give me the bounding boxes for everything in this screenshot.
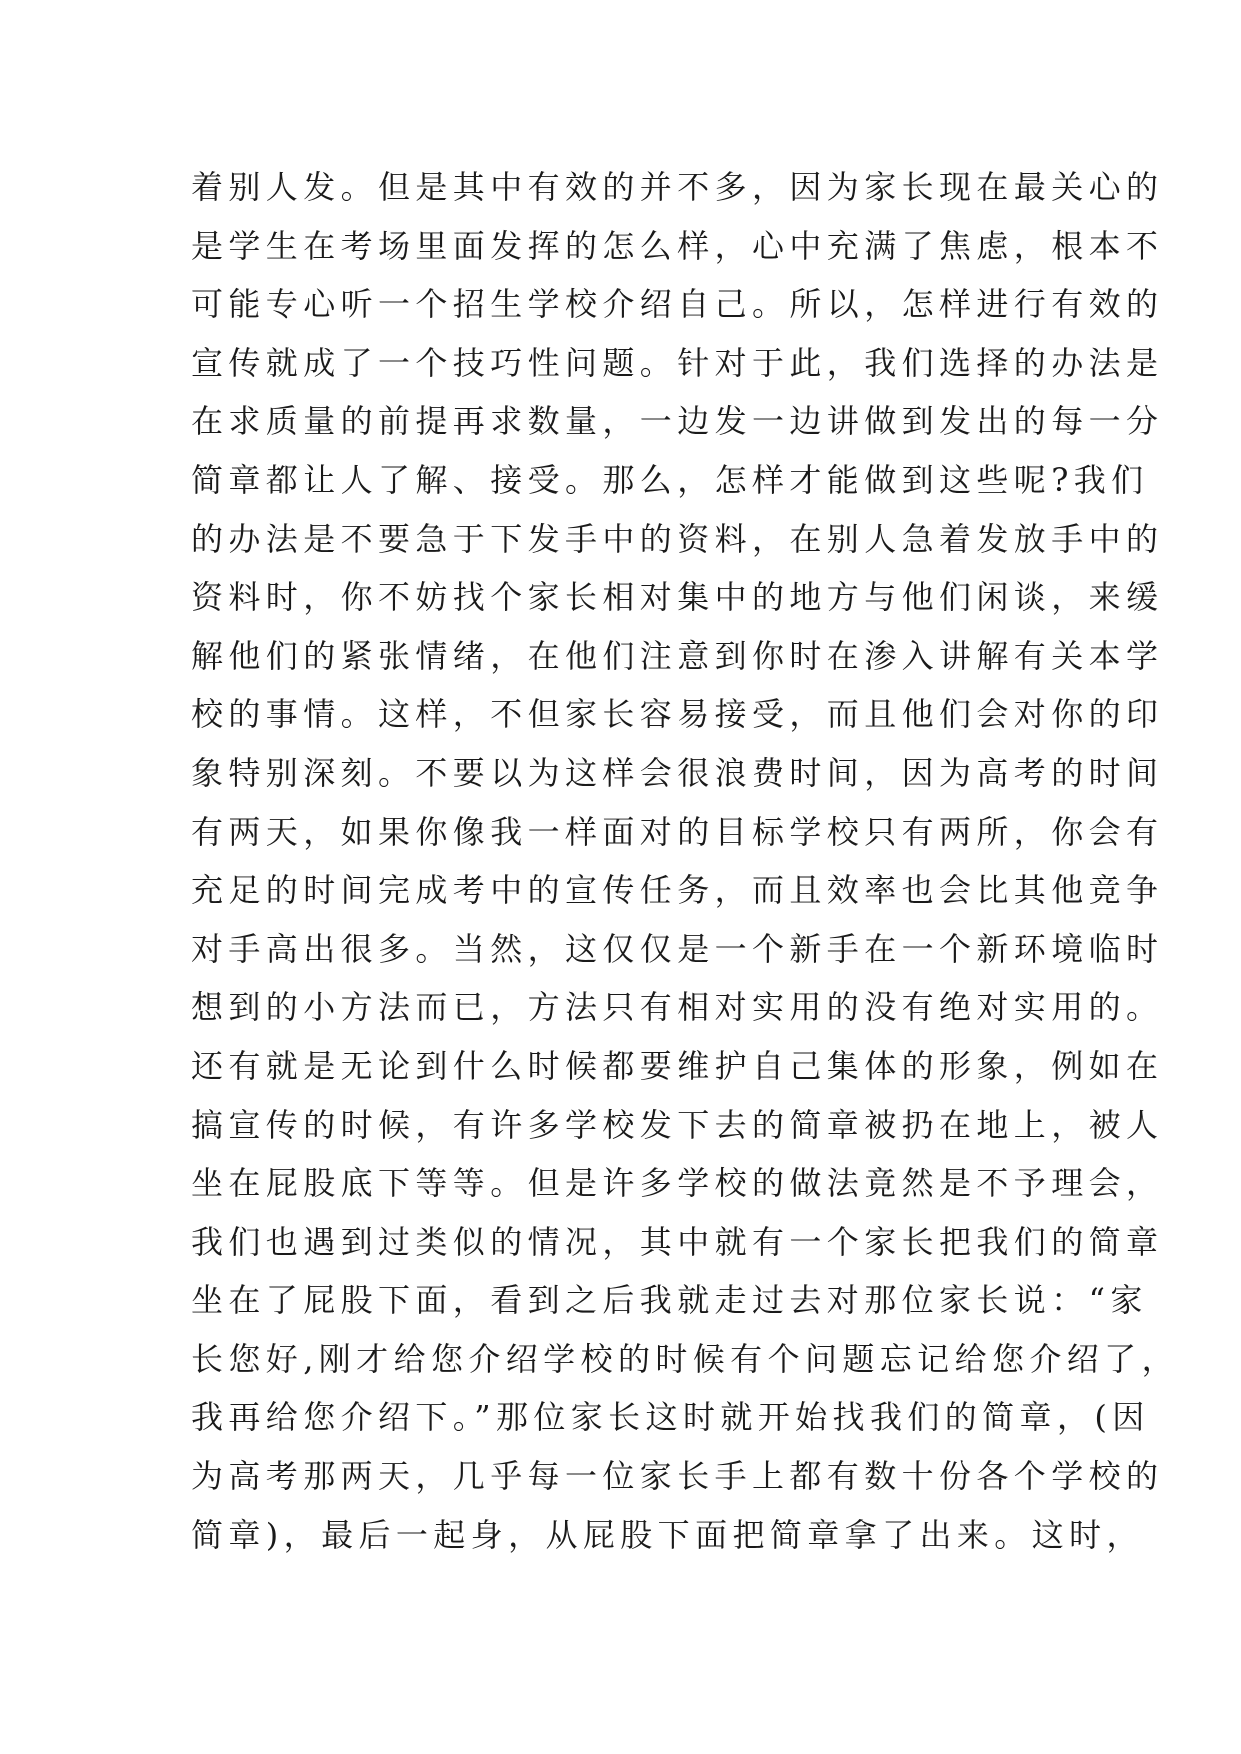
body-text	[191, 158, 1179, 1564]
text-line: 可能专心听一个招生学校介绍自己。所以，怎样进行有效的	[191, 285, 1164, 324]
text-line: 我们也遇到过类似的情况，其中就有一个家长把我们的简章	[191, 1222, 1164, 1261]
text-line: 的办法是不要急于下发手中的资料，在别人急着发放手中的	[191, 519, 1164, 558]
text-line: 着别人发。但是其中有效的并不多，因为家长现在最关心的	[191, 168, 1164, 206]
text-line: 长您好,刚才给您介绍学校的时候有个问题忘记给您介绍了，	[191, 1339, 1179, 1378]
text-line: 在求质量的前提再求数量，一边发一边讲做到发出的每一分	[191, 402, 1164, 441]
text-line: 对手高出很多。当然，这仅仅是一个新手在一个新环境临时	[191, 929, 1164, 968]
text-line: 充足的时间完成考中的宣传任务，而且效率也会比其他竞争	[191, 871, 1164, 910]
text-line: 象特别深刻。不要以为这样会很浪费时间，因为高考的时间	[191, 753, 1164, 792]
text-line: 想到的小方法而已，方法只有相对实用的没有绝对实用的。	[191, 988, 1164, 1027]
text-line: 还有就是无论到什么时候都要维护自己集体的形象，例如在	[191, 1046, 1164, 1085]
text-line: 有两天，如果你像我一样面对的目标学校只有两所，你会有	[191, 812, 1164, 851]
text-line: 我再给您介绍下。”那位家长这时就开始找我们的简章，(因	[191, 1398, 1150, 1437]
text-line: 资料时，你不妨找个家长相对集中的地方与他们闲谈，来缓	[191, 578, 1164, 617]
text-line: 是学生在考场里面发挥的怎么样，心中充满了焦虑，根本不	[191, 226, 1164, 265]
text-line: 坐在了屁股下面，看到之后我就走过去对那位家长说：“家	[191, 1281, 1148, 1320]
text-line: 坐在屁股底下等等。但是许多学校的做法竟然是不予理会，	[191, 1164, 1164, 1203]
text-line: 简章都让人了解、接受。那么，怎样才能做到这些呢?我们	[191, 460, 1149, 499]
text-line: 校的事情。这样，不但家长容易接受，而且他们会对你的印	[191, 695, 1164, 734]
text-line: 为高考那两天，几乎每一位家长手上都有数十份各个学校的	[191, 1457, 1164, 1496]
text-line: 简章)，最后一起身，从屁股下面把简章拿了出来。这时，	[191, 1515, 1144, 1554]
text-line: 搞宣传的时候，有许多学校发下去的简章被扔在地上，被人	[191, 1105, 1164, 1144]
text-line: 解他们的紧张情绪，在他们注意到你时在渗入讲解有关本学	[191, 636, 1164, 675]
text-line: 宣传就成了一个技巧性问题。针对于此，我们选择的办法是	[191, 343, 1164, 382]
